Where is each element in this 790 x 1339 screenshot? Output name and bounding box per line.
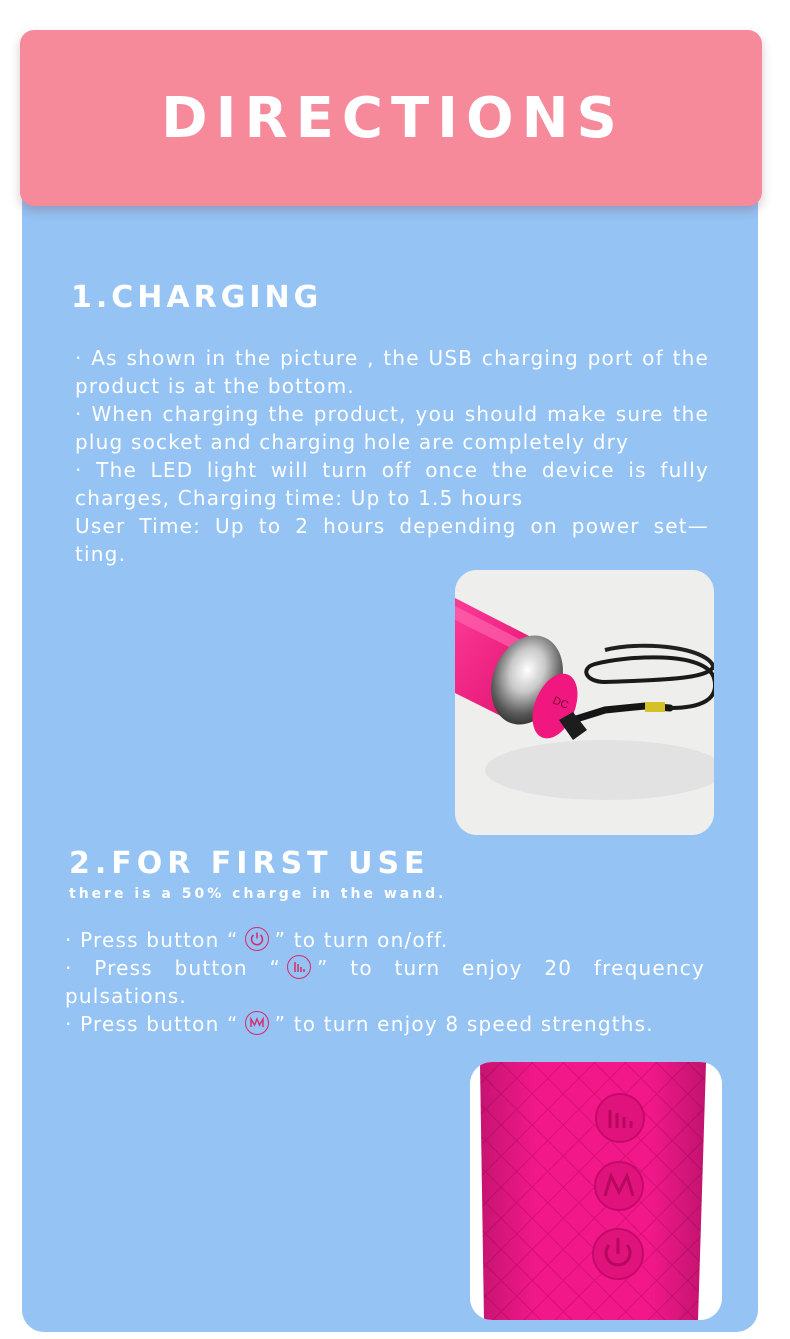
section-title-charging: 1.CHARGING xyxy=(71,280,323,315)
first-use-instructions xyxy=(65,926,705,1038)
pulse-icon xyxy=(287,955,311,979)
instruction-text: · Press button “ xyxy=(65,956,282,980)
instruction-line xyxy=(65,954,705,1010)
wave-button-icon xyxy=(595,1162,643,1210)
instruction-line xyxy=(65,926,705,954)
charging-port-photo xyxy=(455,570,714,835)
page-title: DIRECTIONS xyxy=(161,85,625,151)
charging-instructions xyxy=(75,344,709,568)
pulse-button-icon xyxy=(596,1094,644,1142)
charging-paragraph: · As shown in the picture , the USB charging port of the product is at the bottom. xyxy=(75,346,709,398)
charging-paragraph: User Time: Up to 2 hours depending on power set— ting. xyxy=(75,514,709,566)
charging-port-illustration xyxy=(455,570,714,835)
wave-icon xyxy=(245,1011,269,1035)
section-title-first-use: 2.FOR FIRST USE xyxy=(69,846,430,881)
header-banner xyxy=(20,30,762,206)
instruction-line xyxy=(65,1010,705,1038)
instruction-text: · Press button “ xyxy=(65,928,239,952)
instruction-text: ” to turn enjoy 8 speed strengths. xyxy=(274,1012,654,1036)
charging-paragraph: · The LED light will turn off once the device is fully charges, Charging time: Up to 1.5 hours xyxy=(75,458,709,510)
section-subtitle: there is a 50% charge in the wand. xyxy=(69,886,447,902)
power-button-icon xyxy=(593,1229,643,1279)
power-icon xyxy=(245,927,269,951)
charging-paragraph: · When charging the product, you should make sure the plug socket and charging hole are completely dry xyxy=(75,402,709,454)
button-panel-photo xyxy=(470,1062,722,1320)
instruction-text: ” to turn on/off. xyxy=(274,928,449,952)
dc-label: DC xyxy=(550,694,571,712)
instruction-text: · Press button “ xyxy=(65,1012,239,1036)
instruction-text: ” to turn enjoy 20 frequency pulsations. xyxy=(65,956,705,1008)
button-panel-illustration xyxy=(470,1062,722,1320)
